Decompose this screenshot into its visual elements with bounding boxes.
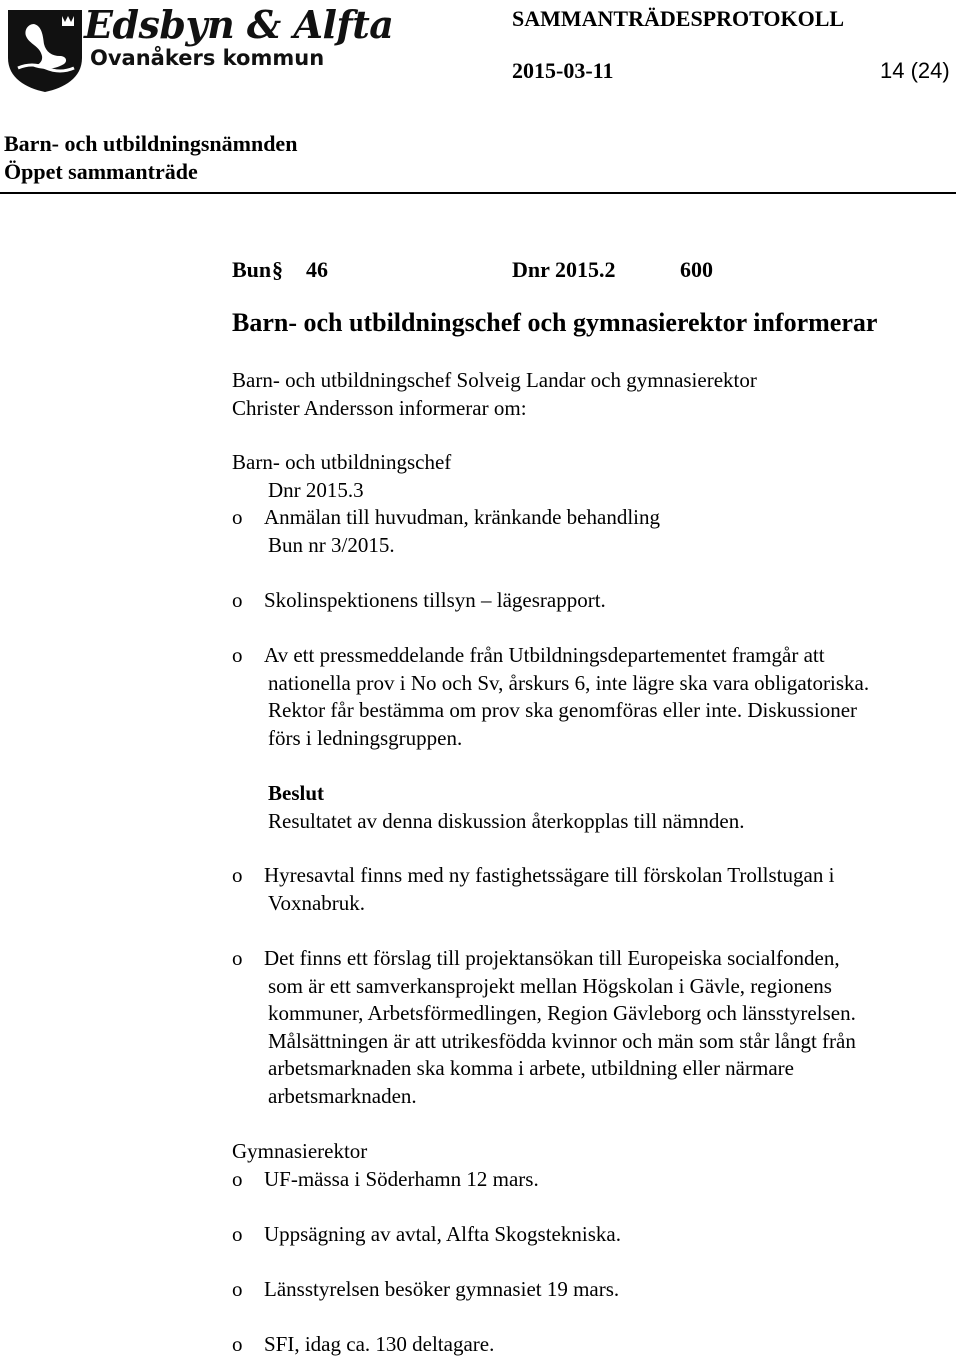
protocol-title: SAMMANTRÄDESPROTOKOLL [512, 6, 845, 31]
case-dnr-extra: 600 [680, 257, 713, 282]
list-item-line: förs i ledningsgruppen. [268, 725, 463, 750]
organization-name: Barn- och utbildningsnämnden [4, 131, 298, 156]
section-sign: § [272, 257, 283, 282]
logo-text-secondary: Ovanåkers kommun [90, 46, 325, 70]
list-item-line: som är ett samverkansprojekt mellan Högskolan i Gävle, regionens [268, 973, 832, 998]
list-item-line: kommuner, Arbetsförmedlingen, Region Gävleborg och länsstyrelsen. [268, 1001, 856, 1025]
header-divider [0, 192, 956, 194]
bullet-marker: o [232, 588, 243, 612]
list-item-line: Av ett pressmeddelande från Utbildningsdepartementet framgår att [264, 643, 825, 667]
bullet-marker: o [232, 863, 243, 887]
bullet-marker: o [232, 946, 243, 970]
meeting-type: Öppet sammanträde [4, 159, 198, 184]
list-item [264, 587, 606, 615]
bullet-marker: o [232, 505, 243, 529]
paragraph-label: Bun [232, 257, 272, 282]
swan-shield-icon [4, 2, 86, 94]
decision-heading: Beslut [268, 781, 325, 805]
bullet-marker: o [232, 1167, 243, 1191]
list-item-line: Anmälan till huvudman, kränkande behandling [264, 505, 660, 529]
list-item: SFI, idag ca. 130 deltagare. [264, 1332, 495, 1356]
page-number: 14 (24) [880, 58, 950, 83]
list-item-line: arbetsmarknaden ska komma i arbete, utbildning eller närmare [268, 1056, 794, 1080]
list-item-line: Det finns ett förslag till projektansökan till Europeiska socialfonden, [264, 946, 840, 970]
bullet-marker: o [232, 1222, 243, 1246]
list-item-line: Rektor får bestämma om prov ska genomföras eller inte. Diskussioner [268, 698, 858, 722]
list-item [264, 504, 660, 559]
list-item [264, 642, 869, 752]
list-item: Uppsägning av avtal, Alfta Skogstekniska. [264, 1222, 621, 1246]
list-item: Länsstyrelsen besöker gymnasiet 19 mars. [264, 1277, 620, 1301]
section-dnr: Dnr 2015.3 [268, 478, 364, 502]
bullet-marker: o [232, 643, 243, 667]
list-item: UF-mässa i Söderhamn 12 mars. [264, 1167, 539, 1191]
bullet-marker: o [232, 1332, 243, 1356]
list-item [264, 945, 856, 1110]
intro-paragraph [232, 367, 757, 422]
section-heading-chef: Barn- och utbildningschef [232, 450, 452, 474]
list-item [264, 862, 834, 917]
list-item-line: Bun nr 3/2015. [268, 532, 395, 557]
list-item-line: Voxnabruk. [268, 890, 366, 915]
list-item-line: arbetsmarknaden. [268, 1083, 417, 1108]
list-item-line: Målsättningen är att utrikesfödda kvinnor och män som står långt från [268, 1028, 856, 1053]
logo-text-primary: Edsbyn & Alfta [84, 2, 394, 47]
bullet-marker: o [232, 1277, 243, 1301]
case-title: Barn- och utbildningschef och gymnasierektor informerar [232, 308, 878, 337]
list-item-line: Hyresavtal finns med ny fastighetssägare till förskolan Trollstugan i [264, 863, 835, 887]
protocol-date: 2015-03-11 [512, 58, 614, 83]
list-item-line: Skolinspektionens tillsyn – lägesrapport. [264, 588, 606, 612]
decision-text: Resultatet av denna diskussion återkopplas till nämnden. [268, 809, 745, 833]
paragraph-number: 46 [306, 257, 328, 282]
case-dnr: Dnr 2015.2 [512, 257, 616, 282]
intro-line: Barn- och utbildningschef Solveig Landar och gymnasierektor [232, 368, 757, 392]
list-item-line: nationella prov i No och Sv, årskurs 6, inte lägre ska vara obligatoriska. [268, 670, 870, 695]
section-heading-rektor: Gymnasierektor [232, 1139, 368, 1163]
intro-line: Christer Andersson informerar om: [232, 395, 527, 420]
